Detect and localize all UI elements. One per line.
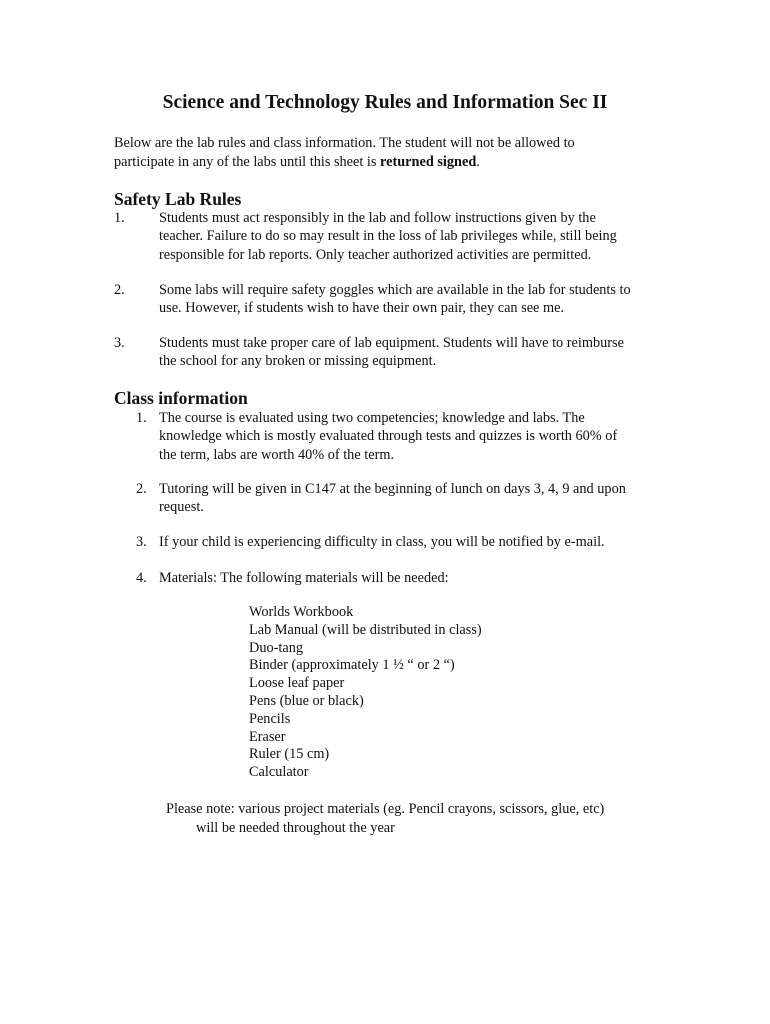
rule-text xyxy=(159,334,669,371)
item-text xyxy=(159,480,659,517)
materials-item: Duo-tang xyxy=(249,639,303,656)
materials-item: Ruler (15 cm) xyxy=(249,746,330,763)
item-line: If your child is experiencing difficulty in class, you will be notified by e-mail. xyxy=(159,534,605,550)
rule-line: use. However, if students wish to have their own pair, they can see me. xyxy=(159,300,565,317)
safety-heading: Safety Lab Rules xyxy=(114,189,242,209)
note-line-1: Please note: various project materials (eg. Pencil crayons, scissors, glue, etc) xyxy=(166,801,605,817)
item-line: the term, labs are worth 40% of the term. xyxy=(159,446,395,463)
rule-line: responsible for lab reports. Only teacher authorized activities are permitted. xyxy=(159,246,592,263)
intro-line-1: Below are the lab rules and class information. The student will not be allowed to xyxy=(114,135,575,151)
item-text xyxy=(159,569,659,587)
item-number: 2. xyxy=(136,481,147,497)
intro-paragraph xyxy=(114,134,674,171)
item-text xyxy=(159,533,659,551)
document-title: Science and Technology Rules and Information Sec II xyxy=(162,92,608,113)
item-line: request. xyxy=(159,499,204,516)
materials-item: Pencils xyxy=(249,710,291,727)
note-line-2: will be needed throughout the year xyxy=(196,820,395,836)
materials-item: Loose leaf paper xyxy=(249,675,345,692)
materials-item: Calculator xyxy=(249,764,309,781)
rule-number: 1. xyxy=(114,210,125,226)
item-line: knowledge which is mostly evaluated through tests and quizzes is worth 60% of xyxy=(159,428,618,445)
rule-line: teacher. Failure to do so may result in the loss of lab privileges while, still being xyxy=(159,228,617,245)
rule-number: 2. xyxy=(114,282,125,298)
item-line: The course is evaluated using two competencies; knowledge and labs. The xyxy=(159,410,585,426)
materials-item: Lab Manual (will be distributed in class) xyxy=(249,621,482,638)
materials-item: Eraser xyxy=(249,728,286,745)
intro-emphasis: returned signed xyxy=(380,153,477,170)
intro-line-2-start: participate in any of the labs until this sheet is xyxy=(114,153,381,170)
rule-line: Students must take proper care of lab equipment. Students will have to reimburse xyxy=(159,335,624,351)
item-text xyxy=(159,409,659,464)
item-number: 3. xyxy=(136,534,147,550)
materials-item: Pens (blue or black) xyxy=(249,692,364,709)
rule-line: Some labs will require safety goggles which are available in the lab for students to xyxy=(159,282,631,298)
rule-line: the school for any broken or missing equipment. xyxy=(159,353,437,370)
materials-list xyxy=(249,604,482,782)
rule-text xyxy=(159,209,669,264)
materials-item: Worlds Workbook xyxy=(249,604,354,620)
item-line: Materials: The following materials will be needed: xyxy=(159,570,449,586)
intro-line-2-end: . xyxy=(476,153,480,170)
materials-item: Binder (approximately 1 ½ “ or 2 “) xyxy=(249,657,455,674)
rule-line: Students must act responsibly in the lab and follow instructions given by the xyxy=(159,210,596,226)
item-number: 4. xyxy=(136,570,147,586)
class-info-heading: Class information xyxy=(114,388,248,408)
rule-number: 3. xyxy=(114,335,125,351)
please-note xyxy=(166,800,666,838)
item-number: 1. xyxy=(136,410,147,426)
rule-text xyxy=(159,281,669,318)
item-line: Tutoring will be given in C147 at the beginning of lunch on days 3, 4, 9 and upon xyxy=(159,481,626,497)
